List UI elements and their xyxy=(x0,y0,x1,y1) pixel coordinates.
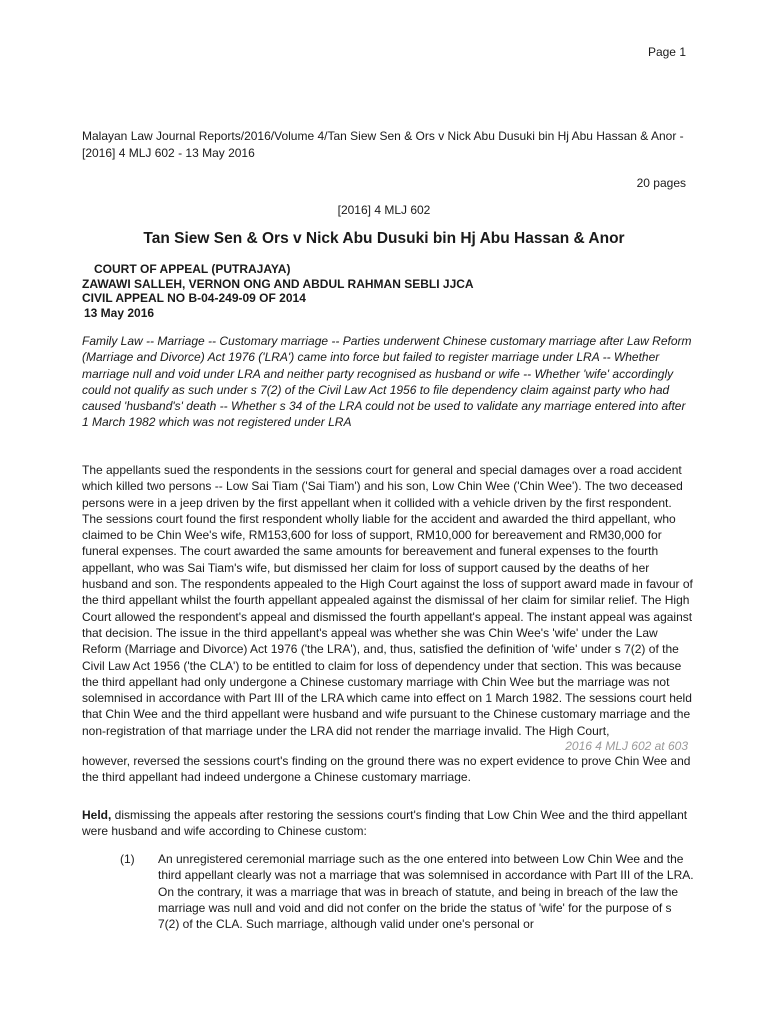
headnote-paragraph: The appellants sued the respondents in the sessions court for general and special damages over a road accident which killed two persons -- Low Sai Tiam ('Sai Tiam') and his son, Low Chin Wee ('Chin Wee'). The two deceased persons were in a jeep driven by the first appellant when it collided with a vehicle driven by the first respondent. The sessions court found the first respondent wholly liable for the accident and awarded the third appellant, who claimed to be Chin Wee's wife, RM153,600 for loss of support, RM10,000 for bereavement and RM30,000 for funeral expenses. The court awarded the same amounts for bereavement and funeral expenses to the fourth appellant, who was Sai Tiam's wife, but dismissed her claim for loss of support caused by the deaths of her husband and son. The respondents appealed to the High Court against the loss of support award made in favour of the third appellant whilst the fourth appellant appealed against the dismissal of her claim for similar relief. The High Court allowed the respondent's appeal and dismissed the fourth appellant's appeal. The instant appeal was against that decision. The issue in the third appellant's appeal was whether she was Chin Wee's 'wife' under the Law Reform (Marriage and Divorce) Act 1976 ('the LRA'), and, thus, satisfied the definition of 'wife' under s 7(2) of the Civil Law Act 1956 ('the CLA') to be entitled to claim for loss of dependency under that section. This was because the third appellant had only undergone a Chinese customary marriage with Chin Wee but the marriage was not solemnised in accordance with Part III of the LRA which came into effect on 1 March 1982. The sessions court held that Chin Wee and the third appellant were husband and wife pursuant to the Chinese customary marriage and the non-registration of that marriage under the LRA did not render the marriage invalid. The High Court, xyxy=(82,463,693,738)
headnote-continuation: however, reversed the sessions court's finding on the ground there was no expert evidence to prove Chin Wee and the third appellant had indeed undergone a Chinese customary marriage. xyxy=(82,754,691,785)
appeal-number: CIVIL APPEAL NO B-04-249-09 OF 2014 xyxy=(82,291,306,305)
case-title: Tan Siew Sen & Ors v Nick Abu Dusuki bin Hj Abu Hassan & Anor xyxy=(143,230,625,247)
decision-date: 13 May 2016 xyxy=(84,305,155,320)
holding-number: (1) xyxy=(120,852,135,866)
holding-text: An unregistered ceremonial marriage such as the one entered into between Low Chin Wee and the third appellant clearly was not a marriage that was solemnised in accordance with Part III of the LRA. On the contrary, it was a marriage that was in breach of statute, and being in breach of the law the marriage was null and void and did not confer on the bride the status of 'wife' for the purpose of s 7(2) of the CLA. Such marriage, although valid under one's personal or xyxy=(158,852,694,932)
court-details xyxy=(82,262,474,320)
mlj-reference: [2016] 4 MLJ 602 xyxy=(337,203,431,217)
judges: ZAWAWI SALLEH, VERNON ONG AND ABDUL RAHMAN SEBLI JJCA xyxy=(82,276,474,291)
page-marker: 2016 4 MLJ 602 at 603 xyxy=(565,739,688,754)
held-text: dismissing the appeals after restoring the sessions court's finding that Low Chin Wee and the third appellant were husband and wife according to Chinese custom: xyxy=(82,808,688,839)
holding-item xyxy=(82,851,694,932)
held-label: Held, xyxy=(82,808,112,822)
catchwords: Family Law -- Marriage -- Customary marriage -- Parties underwent Chinese customary marriage after Law Reform (Marriage and Divorce) Act 1976 ('LRA') came into force but failed to register marriage under LRA -- Whether marriage null and void under LRA and neither party recognised as husband or wife -- Whether 'wife' accordingly could not qualify as such under s 7(2) of the Civil Law Act 1956 to file dependency claim against party who had caused 'husband's' death -- Whether s 34 of the LRA could not be used to validate any marriage entered into after 1 March 1982 which was not registered under LRA xyxy=(82,334,692,430)
citation-line: Malayan Law Journal Reports/2016/Volume 4/Tan Siew Sen & Ors v Nick Abu Dusuki bin Hj Abu Hassan & Anor - [2016] 4 MLJ 602 - 13 May 2016 xyxy=(82,129,684,160)
pages-count: 20 pages xyxy=(636,176,686,190)
headnote xyxy=(82,462,694,786)
page-number: Page 1 xyxy=(647,45,686,59)
held-paragraph xyxy=(82,807,694,840)
court-name: COURT OF APPEAL (PUTRAJAYA) xyxy=(94,262,291,276)
